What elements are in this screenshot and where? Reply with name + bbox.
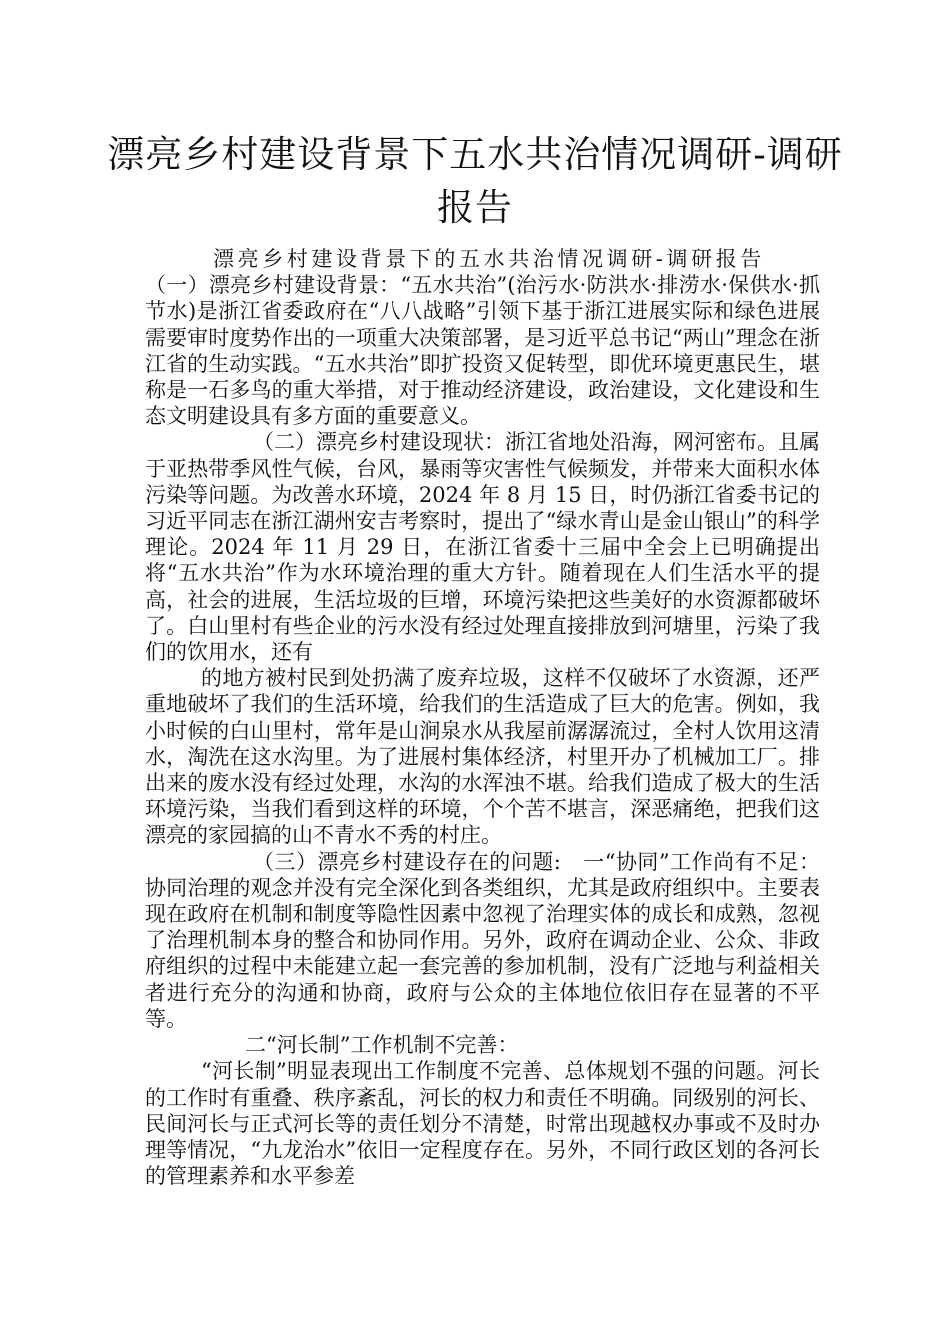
paragraph-status-continued: 的地方被村民到处扔满了废弃垃圾，这样不仅破坏了水资源，还严重地破坏了我们的生活环境，给我们的生活造成了巨大的危害。例如，我小时候的白山里村，常年是山涧泉水从我屋前潺潺流过，全村人饮用这清水，淘洗在这水沟里。为了进展村集体经济，村里开办了机械加工厂。排出来的废水没有经过处理，水沟的水浑浊不堪。给我们造成了极大的生活环境污染，当我们看到这样的环境，个个苦不堪言，深恶痛绝，把我们这漂亮的家园搞的山不青水不秀的村庄。: [145, 666, 820, 848]
paragraph-status: （二）漂亮乡村建设现状：浙江省地处沿海，网河密布。且属于亚热带季风性气候，台风，暴雨等灾害性气候频发，并带来大面积水体污染等问题。为改善水环境，2024 年 8 月 15 日，时仍浙江省委书记的习近平同志在浙江湖州安吉考察时，提出了“绿水青山是金山银山”的科学理论。2024 年 11 月 29 日，在浙江省委十三届中全会上已明确提出将“五水共治”作为水环境治理的重大方针。随着现在人们生活水平的提高，社会的进展，生活垃圾的巨增，环境污染把这些美好的水资源都破坏了。白山里村有些企业的污水没有经过处理直接排放到河塘里，污染了我们的饮用水，还有: [145, 430, 820, 665]
paragraph-background: （一）漂亮乡村建设背景：“五水共治”(治污水·防洪水·排涝水·保供水·抓节水)是浙江省委政府在“八八战略”引领下基于浙江进展实际和绿色进展需要审时度势作出的一项重大决策部署，是习近平总书记“两山”理念在浙江省的生动实践。“五水共治”即扩投资又促转型，即优环境更惠民生，堪称是一石多鸟的重大举措，对于推动经济建设，政治建设，文化建设和生态文明建设具有多方面的重要意义。: [145, 273, 820, 429]
subtitle-line: 漂亮乡村建设背景下的五水共治情况调研-调研报告: [213, 247, 765, 271]
problems-text: 一“协同”工作尚有不足：协同治理的观念并没有完全深化到各类组织，尤其是政府组织中。主要表现在政府在机制和制度等隐性因素中忽视了治理实体的成长和成熟，忽视了治理机制本身的整合和协同作用。另外，政府在调动企业、公众、非政府组织的过程中未能建立起一套完善的参加机制，没有广泛地与利益相关者进行充分的沟通和协商，政府与公众的主体地位依旧存在显著的不平等。: [145, 849, 820, 1031]
subheading-river-chief: 二“河长制”工作机制不完善：: [245, 1033, 519, 1058]
paragraph-river-chief: “河长制”明显表现出工作制度不完善、总体规划不强的问题。河长的工作时有重叠、秩序紊乱，河长的权力和责任不明确。同级别的河长、民间河长与正式河长等的责任划分不清楚，时常出现越权办事或不及时办理等情况，“九龙治水”依旧一定程度存在。另外，不同行政区划的各河长的管理素养和水平参差: [145, 1059, 820, 1189]
paragraph-problems: [145, 849, 820, 1032]
document-body: [145, 246, 820, 1189]
problems-heading: （三）漂亮乡村建设存在的问题:: [253, 849, 561, 874]
document-title: 漂亮乡村建设背景下五水共治情况调研-调研报告: [107, 133, 843, 229]
